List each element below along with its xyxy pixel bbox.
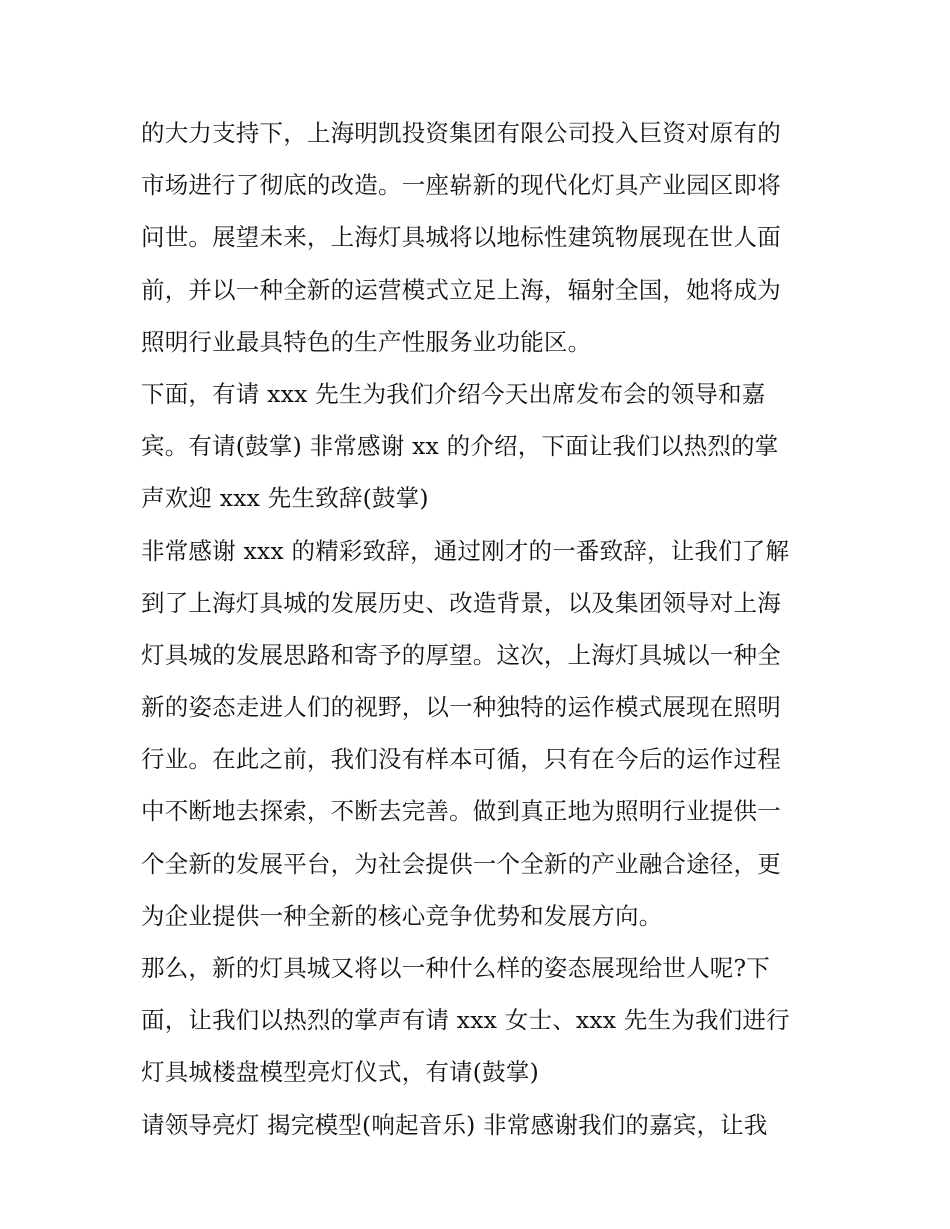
text-line: 行业。在此之前，我们没有样本可循，只有在今后的运作过程 [141, 745, 781, 774]
text-line: 到了上海灯具城的发展历史、改造背景，以及集团领导对上海 [141, 588, 781, 617]
text-line: 非常感谢 xxx 的精彩致辞，通过刚才的一番致辞，让我们了解 [141, 536, 790, 565]
text-line: 灯具城的发展思路和寄予的厚望。这次，上海灯具城以一种全 [141, 640, 781, 669]
text-line: 新的姿态走进人们的视野，以一种独特的运作模式展现在照明 [141, 693, 781, 722]
text-line: 请领导亮灯 揭完模型(响起音乐) 非常感谢我们的嘉宾，让我 [141, 1110, 768, 1139]
text-line: 声欢迎 xxx 先生致辞(鼓掌) [141, 484, 429, 513]
document-body [141, 107, 821, 1151]
text-line: 灯具城楼盘模型亮灯仪式，有请(鼓掌) [141, 1058, 539, 1087]
text-line: 市场进行了彻底的改造。一座崭新的现代化灯具产业园区即将 [141, 171, 781, 200]
text-line: 下面，有请 xxx 先生为我们介绍今天出席发布会的领导和嘉 [141, 379, 766, 408]
text-line: 个全新的发展平台，为社会提供一个全新的产业融合途径，更 [141, 849, 781, 878]
text-line: 宾。有请(鼓掌) 非常感谢 xx 的介绍，下面让我们以热烈的掌 [141, 432, 779, 461]
text-line: 那么，新的灯具城又将以一种什么样的姿态展现给世人呢?下 [141, 954, 770, 982]
text-line: 为企业提供一种全新的核心竞争优势和发展方向。 [141, 901, 663, 930]
text-line: 问世。展望未来，上海灯具城将以地标性建筑物展现在世人面 [141, 223, 781, 252]
text-line: 照明行业最具特色的生产性服务业功能区。 [141, 327, 592, 356]
text-line: 中不断地去探索，不断去完善。做到真正地为照明行业提供一 [141, 797, 781, 826]
text-line: 面，让我们以热烈的掌声有请 xxx 女士、xxx 先生为我们进行 [141, 1006, 790, 1035]
text-line: 的大力支持下，上海明凯投资集团有限公司投入巨资对原有的 [141, 119, 781, 147]
text-line: 前，并以一种全新的运营模式立足上海，辐射全国，她将成为 [141, 275, 781, 304]
